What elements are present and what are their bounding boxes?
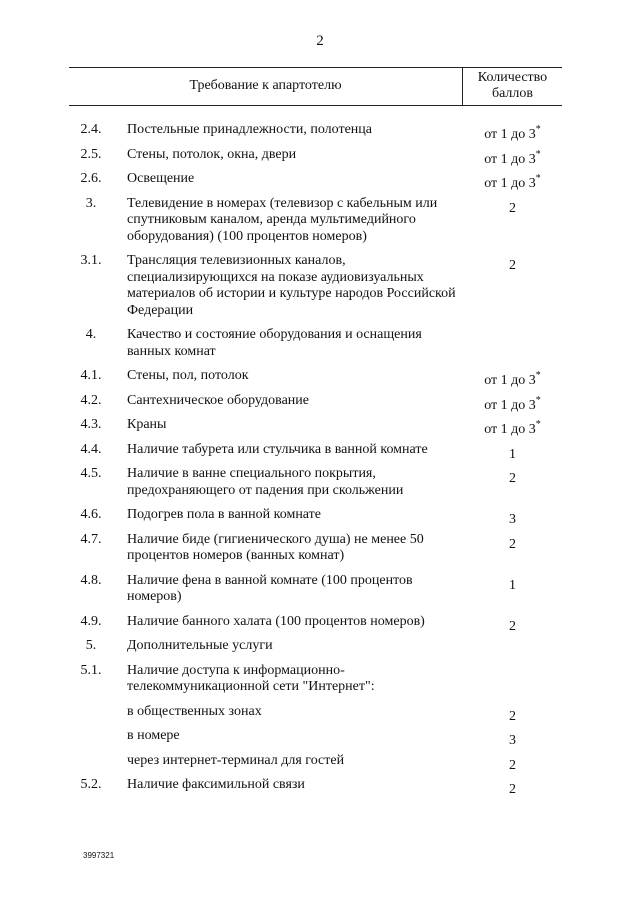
row-score: [463, 147, 562, 169]
table-row: [69, 613, 562, 634]
row-text: Дополнительные услуги: [127, 638, 273, 653]
score-value: 1: [509, 446, 516, 462]
score-value: 2: [509, 757, 516, 773]
row-text: через интернет-терминал для гостей: [127, 752, 345, 768]
table-row: [69, 573, 562, 606]
row-score: [463, 728, 562, 750]
row-number: 4.9.: [80, 613, 102, 629]
row-score: [463, 196, 562, 218]
table-row: [69, 507, 562, 527]
row-text: Наличие табурета или стульчика в ванной комнате: [127, 441, 428, 457]
score-value: 3: [509, 733, 516, 748]
row-score: [463, 777, 562, 799]
table-row: [69, 368, 562, 388]
row-text: Постельные принадлежности, полотенца: [127, 122, 372, 137]
table-row: [69, 638, 562, 655]
row-text: Наличие в ванне специального покрытия, предохраняющего от падения при скольжении: [127, 466, 404, 498]
row-number: 4.5.: [80, 466, 102, 481]
score-value: 2: [509, 258, 516, 273]
row-number: 4.1.: [80, 368, 102, 383]
row-text: Телевидение в номерах (телевизор с кабельным или спутниковым каналом, аренда мультимедийного оборудования) (100 процентов номеров): [127, 195, 438, 244]
row-text: Краны: [127, 417, 167, 432]
row-score: [463, 507, 562, 529]
score-value: 2: [509, 471, 516, 486]
row-score: [463, 368, 562, 390]
row-score: [463, 614, 562, 636]
score-value: от 1 до 3: [484, 373, 536, 388]
score-value: от 1 до 3: [484, 151, 536, 167]
score-value: 2: [509, 618, 516, 634]
table-row: [69, 752, 562, 773]
table-row: [69, 417, 562, 437]
row-score: [463, 417, 562, 439]
row-number: 4.8.: [80, 572, 102, 588]
row-text: Наличие банного халата (100 процентов номеров): [127, 613, 425, 629]
row-score: [463, 466, 562, 488]
row-text: Освещение: [127, 171, 195, 186]
row-number: 4.2.: [80, 392, 102, 408]
score-value: 1: [509, 577, 516, 593]
page-number: 2: [316, 33, 324, 49]
row-number: 5.1.: [80, 662, 102, 678]
row-text: в общественных зонах: [127, 703, 262, 719]
row-text: в номере: [127, 728, 180, 743]
footnote-star: *: [535, 394, 541, 406]
row-text: Подогрев пола в ванной комнате: [127, 507, 321, 522]
row-score: [463, 171, 562, 193]
row-text: Наличие фена в ванной комнате (100 процентов номеров): [127, 572, 413, 604]
score-value: 2: [509, 200, 516, 216]
table-row: [69, 728, 562, 748]
row-score: [463, 122, 562, 144]
row-score: [463, 704, 562, 726]
row-number: 4.4.: [80, 441, 102, 457]
table-row: [69, 663, 562, 696]
table-header: [69, 67, 562, 106]
row-score: [463, 393, 562, 415]
row-score: [463, 253, 562, 275]
score-value: 2: [509, 708, 516, 724]
document-id: 3997321: [83, 851, 115, 860]
row-number: 4.6.: [80, 507, 102, 522]
row-text: Наличие биде (гигиенического душа) не менее 50 процентов номеров (ванных комнат): [127, 531, 424, 563]
row-score: [463, 753, 562, 775]
row-text: Наличие факсимильной связи: [127, 777, 305, 792]
table-row: [69, 777, 562, 797]
score-value: от 1 до 3: [484, 127, 536, 142]
row-number: 4.3.: [80, 417, 102, 432]
requirements-table: [69, 122, 562, 802]
row-number: 5.2.: [80, 777, 102, 792]
table-row: [69, 392, 562, 413]
row-text: Стены, потолок, окна, двери: [127, 146, 297, 162]
row-number: 2.4.: [80, 122, 102, 137]
table-row: [69, 253, 562, 319]
header-score: Количество баллов: [477, 70, 548, 101]
table-row: [69, 171, 562, 191]
table-row: [69, 146, 562, 167]
table-row: [69, 122, 562, 142]
header-requirement: Требование к апартотелю: [189, 78, 342, 93]
row-number: 5.: [85, 638, 97, 653]
score-value: 3: [509, 512, 516, 527]
footnote-star: *: [535, 370, 541, 381]
footnote-star: *: [535, 173, 541, 184]
row-text: Сантехническое оборудование: [127, 392, 309, 408]
row-text: Трансляция телевизионных каналов, специализирующихся на показе аудиовизуальных материалов об истории и культуре народов Российской Федерации: [127, 253, 456, 318]
table-row: [69, 466, 562, 499]
row-number: 3.: [85, 195, 97, 211]
score-value: 2: [509, 536, 516, 552]
row-text: Наличие доступа к информационно-телекоммуникационной сети "Интернет":: [127, 662, 375, 694]
row-number: 3.1.: [80, 253, 102, 268]
row-text: Качество и состояние оборудования и оснащения ванных комнат: [127, 327, 422, 359]
footnote-star: *: [535, 419, 541, 430]
score-value: от 1 до 3: [484, 422, 536, 437]
footnote-star: *: [535, 124, 541, 135]
table-row: [69, 196, 562, 246]
row-text: Стены, пол, потолок: [127, 368, 249, 383]
row-score: [463, 532, 562, 554]
row-number: 4.7.: [80, 531, 102, 547]
table-row: [69, 532, 562, 565]
score-value: от 1 до 3: [484, 397, 536, 413]
table-row: [69, 327, 562, 360]
score-value: от 1 до 3: [484, 176, 536, 191]
row-number: 2.5.: [80, 146, 102, 162]
row-number: 2.6.: [80, 171, 102, 186]
score-value: 2: [509, 782, 516, 797]
row-score: [463, 442, 562, 464]
row-number: 4.: [85, 327, 97, 342]
row-score: [463, 573, 562, 595]
table-row: [69, 441, 562, 462]
footnote-star: *: [535, 148, 541, 160]
table-row: [69, 703, 562, 724]
